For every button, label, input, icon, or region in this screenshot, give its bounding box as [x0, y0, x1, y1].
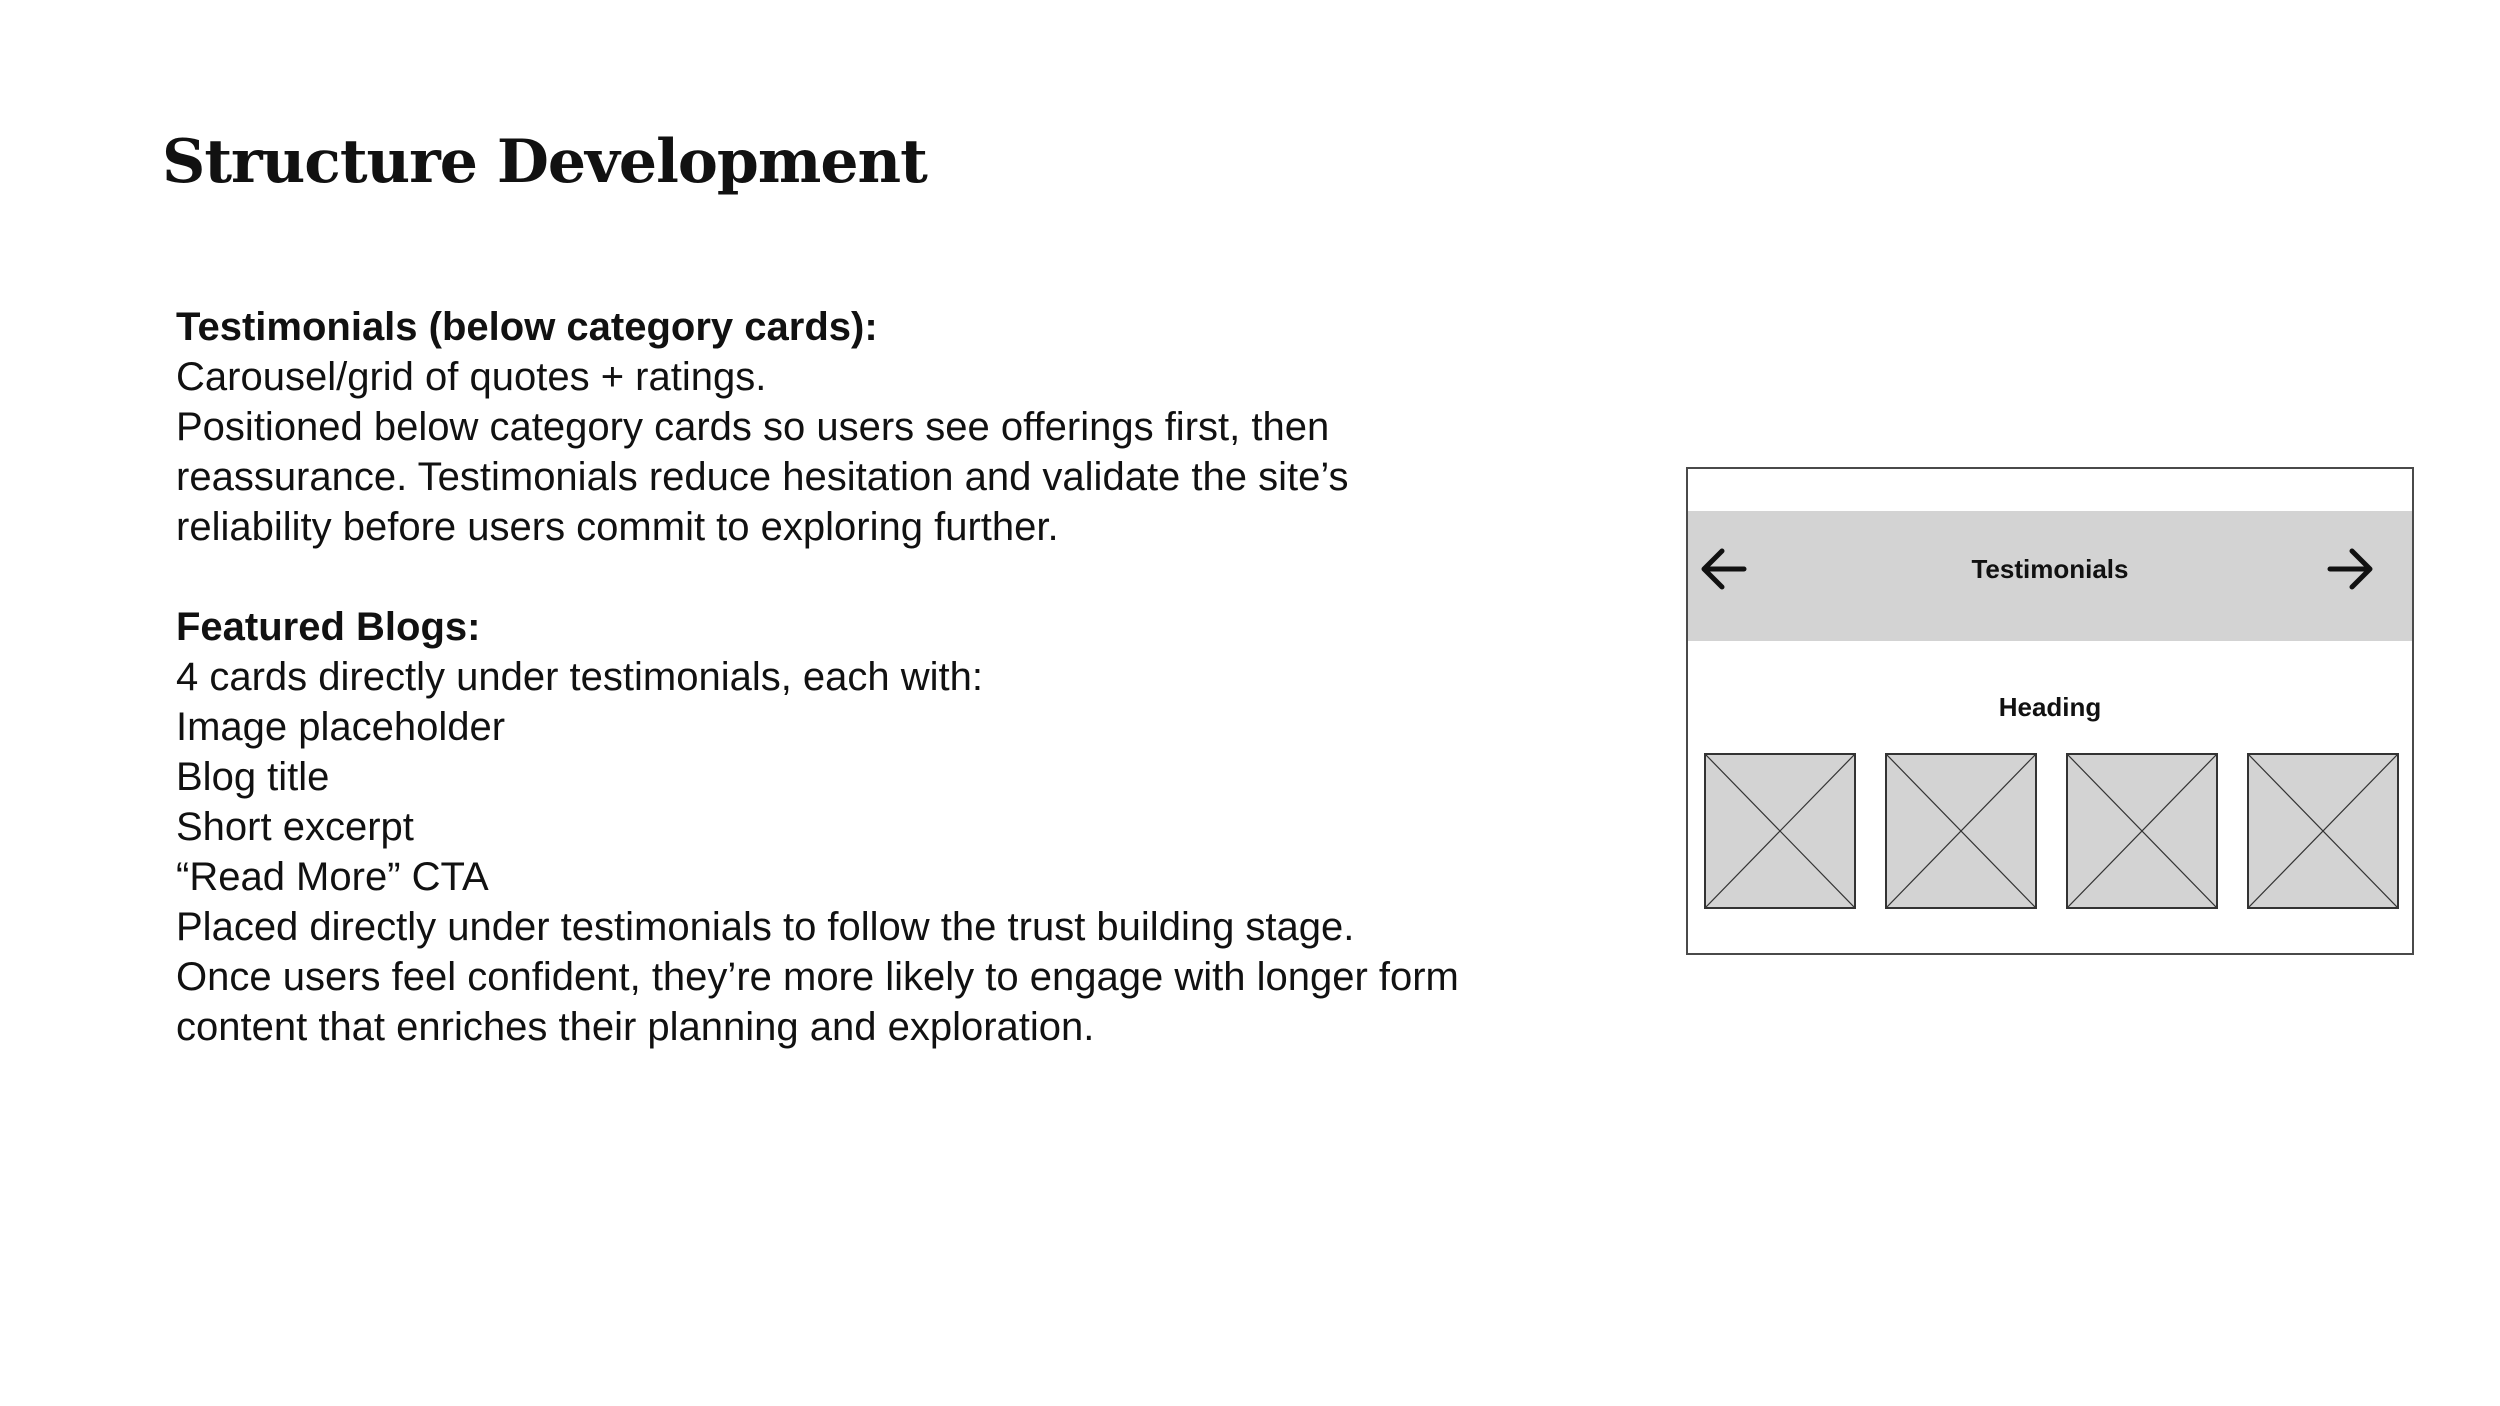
testimonials-line: reliability before users commit to exploring further. [176, 505, 1059, 549]
testimonials-line: Positioned below category cards so users see offerings first, then [176, 405, 1330, 449]
featured-blogs-line: Image placeholder [176, 705, 506, 749]
testimonials-carousel-banner [1688, 511, 2412, 641]
featured-blogs-line: content that enriches their planning and exploration. [176, 1005, 1095, 1049]
featured-blogs-heading: Featured Blogs: [176, 605, 481, 649]
carousel-title: Testimonials [1971, 554, 2129, 584]
featured-blogs-line: 4 cards directly under testimonials, each with: [176, 655, 984, 699]
image-placeholder-icon [1885, 753, 2037, 909]
featured-blogs-line: Blog title [176, 755, 330, 799]
featured-blogs-description [176, 602, 1616, 1052]
blog-section-heading: Heading [1998, 692, 2102, 722]
page-title: Structure Development [162, 127, 927, 197]
image-placeholder-icon [2066, 753, 2218, 909]
testimonials-line: Carousel/grid of quotes + ratings. [176, 355, 767, 399]
featured-blogs-line: Placed directly under testimonials to follow the trust building stage. [176, 905, 1355, 949]
testimonials-wireframe [1686, 467, 2414, 955]
image-placeholder-icon [1704, 753, 1856, 909]
arrow-right-icon[interactable] [2320, 539, 2380, 599]
featured-blogs-line: “Read More” CTA [176, 855, 489, 899]
testimonials-line: reassurance. Testimonials reduce hesitation and validate the site’s [176, 455, 1349, 499]
featured-blogs-line: Once users feel confident, they’re more likely to engage with longer form [176, 955, 1459, 999]
testimonials-heading: Testimonials (below category cards): [176, 305, 878, 349]
image-placeholder-icon [2247, 753, 2399, 909]
testimonials-description [176, 302, 1616, 552]
featured-blogs-line: Short excerpt [176, 805, 414, 849]
